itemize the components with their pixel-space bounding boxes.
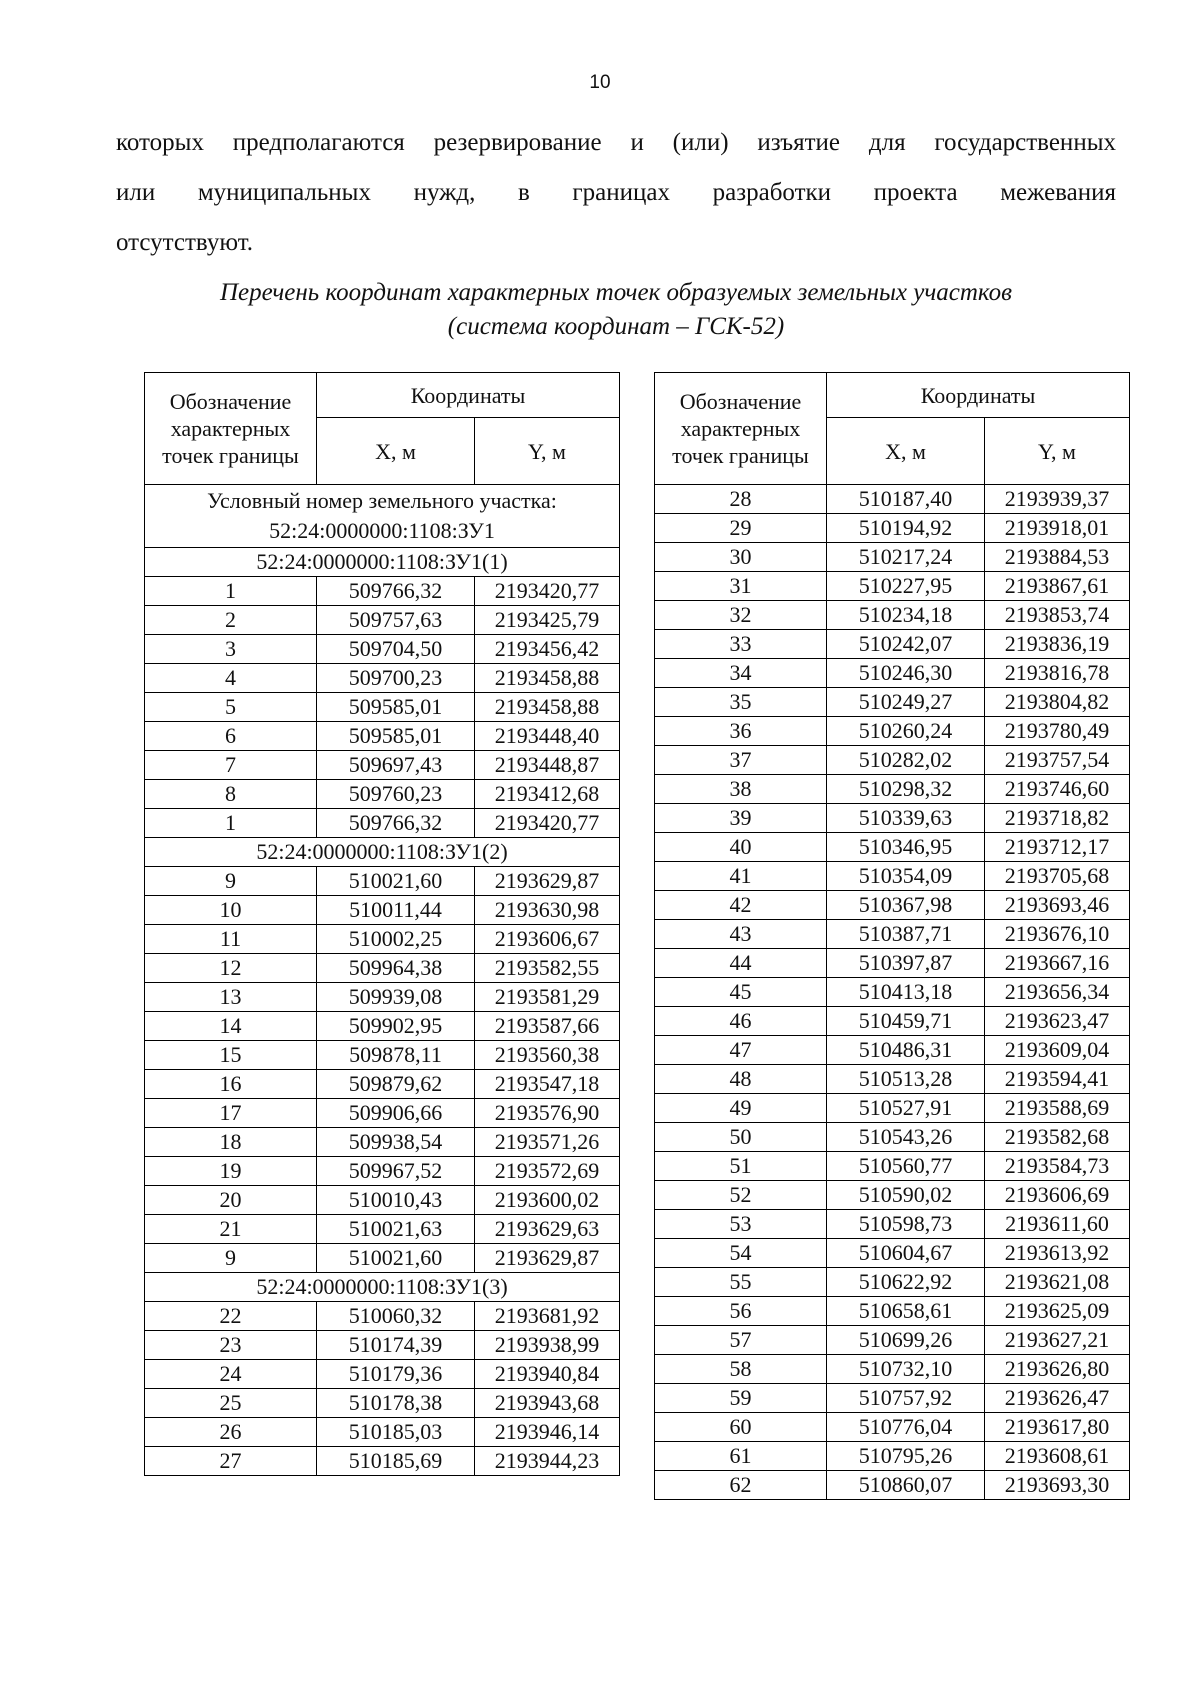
x-coordinate: 509879,62 (317, 1070, 475, 1099)
table-row (655, 891, 1130, 920)
y-coordinate: 2193456,42 (475, 635, 620, 664)
coordinates-table-right (654, 372, 1130, 1500)
y-coordinate: 2193626,80 (985, 1355, 1130, 1384)
point-id: 55 (655, 1268, 827, 1297)
table-row (145, 1389, 620, 1418)
point-id: 29 (655, 514, 827, 543)
point-id: 43 (655, 920, 827, 949)
x-coordinate: 510513,28 (827, 1065, 985, 1094)
table-row (655, 1384, 1130, 1413)
point-id: 36 (655, 717, 827, 746)
x-coordinate: 510227,95 (827, 572, 985, 601)
table-row (655, 1210, 1130, 1239)
x-coordinate: 510459,71 (827, 1007, 985, 1036)
y-coordinate: 2193627,21 (985, 1326, 1130, 1355)
intro-paragraph (116, 118, 1116, 268)
y-coordinate: 2193606,69 (985, 1181, 1130, 1210)
point-id: 24 (145, 1360, 317, 1389)
point-id: 17 (145, 1099, 317, 1128)
x-coordinate: 510021,60 (317, 867, 475, 896)
point-id: 33 (655, 630, 827, 659)
y-coordinate: 2193816,78 (985, 659, 1130, 688)
table-row (655, 1007, 1130, 1036)
table-row (145, 1418, 620, 1447)
y-coordinate: 2193425,79 (475, 606, 620, 635)
x-coordinate: 510590,02 (827, 1181, 985, 1210)
point-id: 41 (655, 862, 827, 891)
table-row (655, 1239, 1130, 1268)
point-id: 9 (145, 1244, 317, 1273)
y-coordinate: 2193613,92 (985, 1239, 1130, 1268)
point-id: 44 (655, 949, 827, 978)
x-coordinate: 510021,63 (317, 1215, 475, 1244)
table-row (655, 514, 1130, 543)
header-coordinates: Координаты (827, 373, 1130, 418)
point-id: 54 (655, 1239, 827, 1268)
point-id: 46 (655, 1007, 827, 1036)
point-id: 16 (145, 1070, 317, 1099)
y-coordinate: 2193621,08 (985, 1268, 1130, 1297)
y-coordinate: 2193588,69 (985, 1094, 1130, 1123)
section-title: 52:24:0000000:1108:ЗУ1(1) (145, 548, 620, 577)
table-row (145, 606, 620, 635)
x-coordinate: 510776,04 (827, 1413, 985, 1442)
x-coordinate: 509906,66 (317, 1099, 475, 1128)
point-id: 21 (145, 1215, 317, 1244)
y-coordinate: 2193581,29 (475, 983, 620, 1012)
table-row (655, 746, 1130, 775)
table-row (145, 1012, 620, 1041)
point-id: 4 (145, 664, 317, 693)
y-coordinate: 2193693,30 (985, 1471, 1130, 1500)
point-id: 19 (145, 1157, 317, 1186)
x-coordinate: 510249,27 (827, 688, 985, 717)
x-coordinate: 510560,77 (827, 1152, 985, 1181)
table-row (655, 543, 1130, 572)
y-coordinate: 2193757,54 (985, 746, 1130, 775)
y-coordinate: 2193587,66 (475, 1012, 620, 1041)
table-row (145, 1331, 620, 1360)
y-coordinate: 2193582,68 (985, 1123, 1130, 1152)
page-number: 10 (589, 72, 611, 93)
point-id: 26 (145, 1418, 317, 1447)
table-row (145, 577, 620, 606)
left-table-body (145, 485, 620, 1476)
y-coordinate: 2193629,87 (475, 867, 620, 896)
section-row (145, 1273, 620, 1302)
y-coordinate: 2193705,68 (985, 862, 1130, 891)
table-row (145, 1447, 620, 1476)
x-coordinate: 510339,63 (827, 804, 985, 833)
table-row (145, 664, 620, 693)
table-caption (116, 276, 1116, 344)
x-coordinate: 509697,43 (317, 751, 475, 780)
y-coordinate: 2193940,84 (475, 1360, 620, 1389)
point-id: 62 (655, 1471, 827, 1500)
right-table-body (655, 485, 1130, 1500)
point-id: 52 (655, 1181, 827, 1210)
x-coordinate: 509766,32 (317, 577, 475, 606)
point-id: 60 (655, 1413, 827, 1442)
y-coordinate: 2193939,37 (985, 485, 1130, 514)
y-coordinate: 2193693,46 (985, 891, 1130, 920)
x-coordinate: 509700,23 (317, 664, 475, 693)
point-id: 22 (145, 1302, 317, 1331)
header-point: Обозначение характерных точек границы (145, 373, 317, 485)
table-row (655, 920, 1130, 949)
table-row (655, 1152, 1130, 1181)
table-row (655, 485, 1130, 514)
parcel-row (145, 485, 620, 548)
y-coordinate: 2193944,23 (475, 1447, 620, 1476)
point-id: 9 (145, 867, 317, 896)
x-coordinate: 510021,60 (317, 1244, 475, 1273)
point-id: 5 (145, 693, 317, 722)
table-row (145, 1070, 620, 1099)
x-coordinate: 510217,24 (827, 543, 985, 572)
table-row (655, 572, 1130, 601)
table-row (655, 1413, 1130, 1442)
table-row (655, 1123, 1130, 1152)
x-coordinate: 510185,03 (317, 1418, 475, 1447)
x-coordinate: 510486,31 (827, 1036, 985, 1065)
table-row (145, 1157, 620, 1186)
paragraph-line: которых предполагаются резервирование и (или) изъятие для государственных (116, 129, 1116, 156)
point-id: 56 (655, 1297, 827, 1326)
point-id: 8 (145, 780, 317, 809)
point-id: 11 (145, 925, 317, 954)
y-coordinate: 2193600,02 (475, 1186, 620, 1215)
table-row (655, 1471, 1130, 1500)
x-coordinate: 510658,61 (827, 1297, 985, 1326)
header-x: X, м (317, 418, 475, 485)
point-id: 53 (655, 1210, 827, 1239)
y-coordinate: 2193625,09 (985, 1297, 1130, 1326)
table-row (655, 1326, 1130, 1355)
table-row (655, 804, 1130, 833)
x-coordinate: 509878,11 (317, 1041, 475, 1070)
table-row (655, 949, 1130, 978)
section-title: 52:24:0000000:1108:ЗУ1(2) (145, 838, 620, 867)
caption-line: (система координат – ГСК-52) (447, 313, 785, 340)
x-coordinate: 510234,18 (827, 601, 985, 630)
table-row (145, 925, 620, 954)
header-y: Y, м (985, 418, 1130, 485)
y-coordinate: 2193420,77 (475, 577, 620, 606)
point-id: 30 (655, 543, 827, 572)
point-id: 37 (655, 746, 827, 775)
x-coordinate: 510367,98 (827, 891, 985, 920)
y-coordinate: 2193458,88 (475, 693, 620, 722)
table-row (655, 1065, 1130, 1094)
point-id: 38 (655, 775, 827, 804)
table-row (655, 1036, 1130, 1065)
point-id: 48 (655, 1065, 827, 1094)
x-coordinate: 509757,63 (317, 606, 475, 635)
table-row (655, 1094, 1130, 1123)
x-coordinate: 510387,71 (827, 920, 985, 949)
y-coordinate: 2193448,40 (475, 722, 620, 751)
y-coordinate: 2193656,34 (985, 978, 1130, 1007)
y-coordinate: 2193853,74 (985, 601, 1130, 630)
y-coordinate: 2193547,18 (475, 1070, 620, 1099)
caption-line: Перечень координат характерных точек образуемых земельных участков (219, 279, 1013, 306)
x-coordinate: 510757,92 (827, 1384, 985, 1413)
x-coordinate: 510194,92 (827, 514, 985, 543)
table-row (145, 896, 620, 925)
point-id: 1 (145, 809, 317, 838)
y-coordinate: 2193608,61 (985, 1442, 1130, 1471)
table-row (655, 1181, 1130, 1210)
point-id: 14 (145, 1012, 317, 1041)
table-row (145, 693, 620, 722)
header-x: X, м (827, 418, 985, 485)
y-coordinate: 2193584,73 (985, 1152, 1130, 1181)
y-coordinate: 2193572,69 (475, 1157, 620, 1186)
point-id: 50 (655, 1123, 827, 1152)
x-coordinate: 510246,30 (827, 659, 985, 688)
x-coordinate: 510413,18 (827, 978, 985, 1007)
x-coordinate: 509967,52 (317, 1157, 475, 1186)
y-coordinate: 2193448,87 (475, 751, 620, 780)
table-row (145, 751, 620, 780)
table-row (655, 630, 1130, 659)
y-coordinate: 2193629,63 (475, 1215, 620, 1244)
table-row (145, 983, 620, 1012)
x-coordinate: 510174,39 (317, 1331, 475, 1360)
y-coordinate: 2193606,67 (475, 925, 620, 954)
x-coordinate: 509902,95 (317, 1012, 475, 1041)
point-id: 1 (145, 577, 317, 606)
point-id: 25 (145, 1389, 317, 1418)
point-id: 61 (655, 1442, 827, 1471)
table-row (145, 780, 620, 809)
y-coordinate: 2193780,49 (985, 717, 1130, 746)
point-id: 3 (145, 635, 317, 664)
section-row (145, 548, 620, 577)
table-row (145, 1099, 620, 1128)
header-point: Обозначение характерных точек границы (655, 373, 827, 485)
point-id: 23 (145, 1331, 317, 1360)
point-id: 10 (145, 896, 317, 925)
point-id: 45 (655, 978, 827, 1007)
y-coordinate: 2193629,87 (475, 1244, 620, 1273)
table-row (655, 862, 1130, 891)
table-row (655, 1268, 1130, 1297)
y-coordinate: 2193617,80 (985, 1413, 1130, 1442)
point-id: 47 (655, 1036, 827, 1065)
y-coordinate: 2193667,16 (985, 949, 1130, 978)
coordinates-table-left (144, 372, 620, 1476)
x-coordinate: 510179,36 (317, 1360, 475, 1389)
point-id: 57 (655, 1326, 827, 1355)
table-row (145, 722, 620, 751)
point-id: 28 (655, 485, 827, 514)
table-row (145, 867, 620, 896)
y-coordinate: 2193420,77 (475, 809, 620, 838)
x-coordinate: 510282,02 (827, 746, 985, 775)
point-id: 6 (145, 722, 317, 751)
point-id: 2 (145, 606, 317, 635)
y-coordinate: 2193611,60 (985, 1210, 1130, 1239)
table-row (655, 1355, 1130, 1384)
x-coordinate: 509760,23 (317, 780, 475, 809)
x-coordinate: 510860,07 (827, 1471, 985, 1500)
table-row (655, 1297, 1130, 1326)
y-coordinate: 2193712,17 (985, 833, 1130, 862)
point-id: 39 (655, 804, 827, 833)
y-coordinate: 2193938,99 (475, 1331, 620, 1360)
table-row (655, 688, 1130, 717)
y-coordinate: 2193718,82 (985, 804, 1130, 833)
x-coordinate: 509585,01 (317, 722, 475, 751)
table-row (145, 1041, 620, 1070)
x-coordinate: 510354,09 (827, 862, 985, 891)
header-y: Y, м (475, 418, 620, 485)
y-coordinate: 2193594,41 (985, 1065, 1130, 1094)
table-row (145, 1128, 620, 1157)
x-coordinate: 510298,32 (827, 775, 985, 804)
point-id: 35 (655, 688, 827, 717)
table-row (655, 601, 1130, 630)
paragraph-line: или муниципальных нужд, в границах разработки проекта межевания (116, 179, 1116, 206)
y-coordinate: 2193560,38 (475, 1041, 620, 1070)
y-coordinate: 2193582,55 (475, 954, 620, 983)
x-coordinate: 510260,24 (827, 717, 985, 746)
table-row (145, 1360, 620, 1389)
x-coordinate: 510060,32 (317, 1302, 475, 1331)
x-coordinate: 510397,87 (827, 949, 985, 978)
point-id: 18 (145, 1128, 317, 1157)
table-row (655, 775, 1130, 804)
x-coordinate: 509938,54 (317, 1128, 475, 1157)
table-row (145, 1244, 620, 1273)
point-id: 32 (655, 601, 827, 630)
x-coordinate: 510346,95 (827, 833, 985, 862)
point-id: 31 (655, 572, 827, 601)
point-id: 20 (145, 1186, 317, 1215)
x-coordinate: 510732,10 (827, 1355, 985, 1384)
x-coordinate: 509939,08 (317, 983, 475, 1012)
point-id: 13 (145, 983, 317, 1012)
y-coordinate: 2193623,47 (985, 1007, 1130, 1036)
x-coordinate: 510187,40 (827, 485, 985, 514)
section-title: 52:24:0000000:1108:ЗУ1(3) (145, 1273, 620, 1302)
y-coordinate: 2193626,47 (985, 1384, 1130, 1413)
y-coordinate: 2193681,92 (475, 1302, 620, 1331)
x-coordinate: 510002,25 (317, 925, 475, 954)
point-id: 12 (145, 954, 317, 983)
point-id: 15 (145, 1041, 317, 1070)
point-id: 34 (655, 659, 827, 688)
point-id: 49 (655, 1094, 827, 1123)
point-id: 40 (655, 833, 827, 862)
y-coordinate: 2193458,88 (475, 664, 620, 693)
y-coordinate: 2193609,04 (985, 1036, 1130, 1065)
header-coordinates: Координаты (317, 373, 620, 418)
x-coordinate: 510242,07 (827, 630, 985, 659)
point-id: 58 (655, 1355, 827, 1384)
table-row (655, 1442, 1130, 1471)
point-id: 7 (145, 751, 317, 780)
x-coordinate: 510543,26 (827, 1123, 985, 1152)
point-id: 51 (655, 1152, 827, 1181)
x-coordinate: 510527,91 (827, 1094, 985, 1123)
y-coordinate: 2193918,01 (985, 514, 1130, 543)
x-coordinate: 510699,26 (827, 1326, 985, 1355)
x-coordinate: 510598,73 (827, 1210, 985, 1239)
y-coordinate: 2193836,19 (985, 630, 1130, 659)
y-coordinate: 2193804,82 (985, 688, 1130, 717)
y-coordinate: 2193884,53 (985, 543, 1130, 572)
y-coordinate: 2193676,10 (985, 920, 1130, 949)
x-coordinate: 509585,01 (317, 693, 475, 722)
y-coordinate: 2193576,90 (475, 1099, 620, 1128)
table-row (145, 635, 620, 664)
table-row (655, 659, 1130, 688)
table-row (655, 717, 1130, 746)
x-coordinate: 510795,26 (827, 1442, 985, 1471)
point-id: 59 (655, 1384, 827, 1413)
y-coordinate: 2193571,26 (475, 1128, 620, 1157)
x-coordinate: 510622,92 (827, 1268, 985, 1297)
y-coordinate: 2193943,68 (475, 1389, 620, 1418)
point-id: 27 (145, 1447, 317, 1476)
x-coordinate: 509964,38 (317, 954, 475, 983)
y-coordinate: 2193746,60 (985, 775, 1130, 804)
y-coordinate: 2193946,14 (475, 1418, 620, 1447)
table-row (145, 1302, 620, 1331)
x-coordinate: 510185,69 (317, 1447, 475, 1476)
x-coordinate: 510011,44 (317, 896, 475, 925)
table-row (655, 978, 1130, 1007)
table-row (145, 1186, 620, 1215)
section-row (145, 838, 620, 867)
table-row (145, 1215, 620, 1244)
table-row (145, 809, 620, 838)
y-coordinate: 2193867,61 (985, 572, 1130, 601)
table-row (655, 833, 1130, 862)
y-coordinate: 2193412,68 (475, 780, 620, 809)
x-coordinate: 510604,67 (827, 1239, 985, 1268)
paragraph-line: отсутствуют. (116, 229, 254, 256)
x-coordinate: 509704,50 (317, 635, 475, 664)
x-coordinate: 510178,38 (317, 1389, 475, 1418)
parcel-number: Условный номер земельного участка: 52:24:0000000:1108:ЗУ1 (145, 485, 620, 548)
point-id: 42 (655, 891, 827, 920)
y-coordinate: 2193630,98 (475, 896, 620, 925)
x-coordinate: 509766,32 (317, 809, 475, 838)
table-row (145, 954, 620, 983)
x-coordinate: 510010,43 (317, 1186, 475, 1215)
